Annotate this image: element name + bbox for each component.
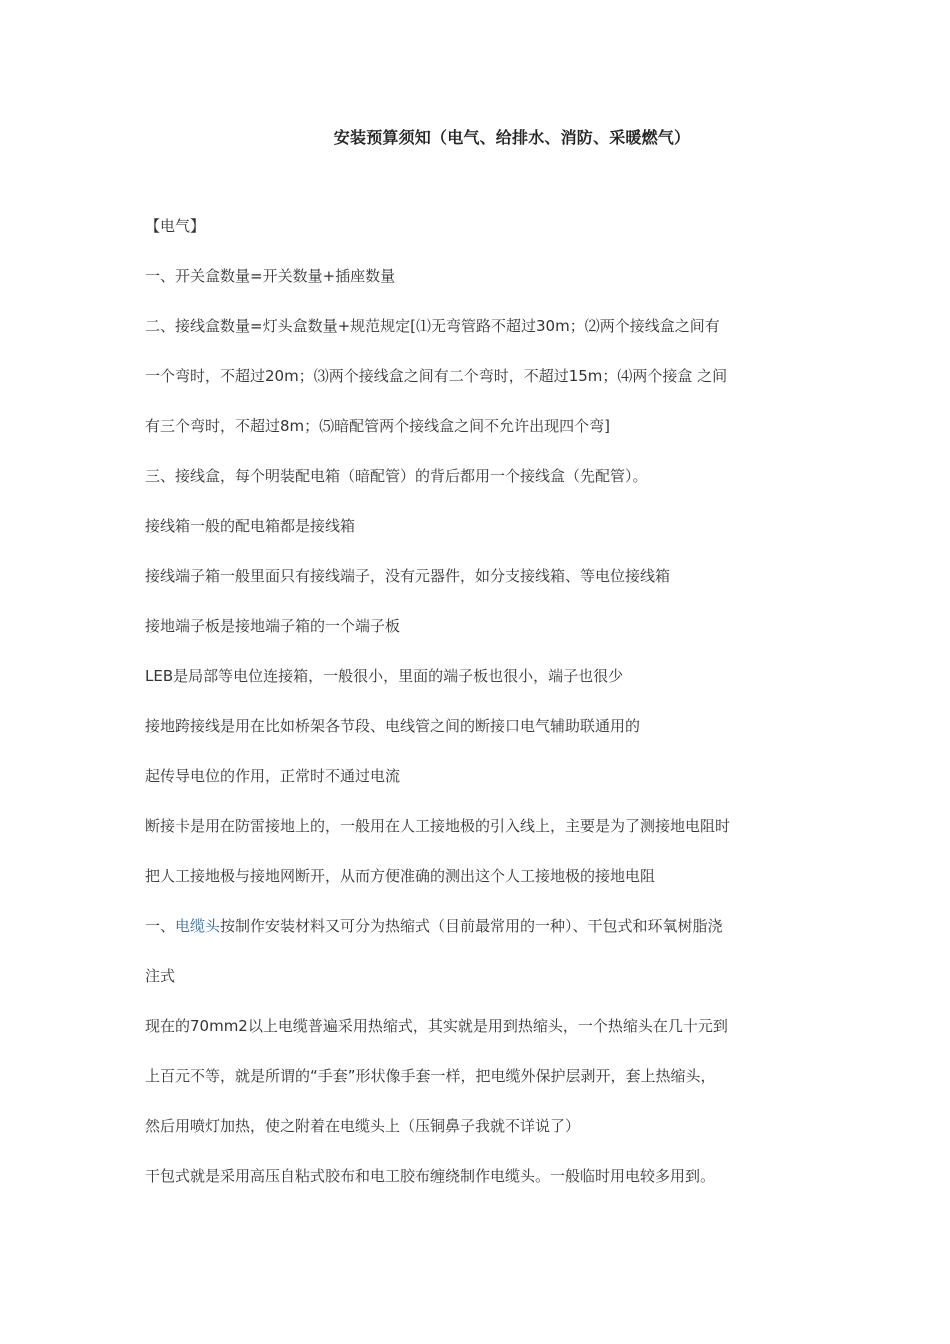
text-line: 接地端子板是接地端子箱的一个端子板 xyxy=(145,617,401,635)
section-heading: 【电气】 xyxy=(145,217,206,235)
text-line: 上百元不等，就是所谓的“手套”形状像手套一样，把电缆外保护层剥开，套上热缩头， xyxy=(145,1067,716,1085)
text-line: 有三个弯时，不超过8m；⑸暗配管两个接线盒之间不允许出现四个弯] xyxy=(145,417,611,435)
text-line: 接线端子箱一般里面只有接线端子，没有元器件，如分支接线箱、等电位接线箱 xyxy=(145,567,671,585)
text-line: 起传导电位的作用，正常时不通过电流 xyxy=(145,767,401,785)
text-line: 现在的70mm2以上电缆普遍采用热缩式，其实就是用到热缩头，一个热缩头在几十元到 xyxy=(145,1017,728,1035)
text-line: 一、开关盒数量=开关数量+插座数量 xyxy=(145,267,396,285)
text-line: 断接卡是用在防雷接地上的，一般用在人工接地极的引入线上，主要是为了测接地电阻时 xyxy=(145,817,731,835)
document-title: 安装预算须知（电气、给排水、消防、采暖燃气） xyxy=(333,128,691,147)
cable-line-suffix: 按制作安装材料又可分为热缩式（目前最常用的一种）、干包式和环氧树脂浇 xyxy=(220,917,723,935)
text-line: LEB是局部等电位连接箱，一般很小，里面的端子板也很小，端子也很少 xyxy=(145,667,624,685)
text-line: 把人工接地极与接地网断开，从而方便准确的测出这个人工接地极的接地电阻 xyxy=(145,867,656,885)
cable-head-link[interactable]: 电缆头 xyxy=(175,917,221,935)
text-line: 一个弯时，不超过20m；⑶两个接线盒之间有二个弯时，不超过15m；⑷两个接盒 之间 xyxy=(145,367,728,385)
text-line: 接地跨接线是用在比如桥架各节段、电线管之间的断接口电气辅助联通用的 xyxy=(145,717,641,735)
text-line: 接线箱一般的配电箱都是接线箱 xyxy=(145,517,356,535)
text-line: 二、接线盒数量=灯头盒数量+规范规定[⑴无弯管路不超过30m；⑵两个接线盒之间有 xyxy=(145,317,720,335)
text-line: 三、接线盒，每个明装配电箱（暗配管）的背后都用一个接线盒（先配管）。 xyxy=(145,467,648,485)
text-line: 干包式就是采用高压自粘式胶布和电工胶布缠绕制作电缆头。一般临时用电较多用到。 xyxy=(145,1167,716,1185)
cable-head-line xyxy=(145,913,810,963)
document-body xyxy=(145,213,810,1213)
text-line: 注式 xyxy=(145,967,176,985)
cable-line-prefix: 一、 xyxy=(145,917,176,935)
text-line: 然后用喷灯加热，使之附着在电缆头上（压铜鼻子我就不详说了） xyxy=(145,1117,581,1135)
